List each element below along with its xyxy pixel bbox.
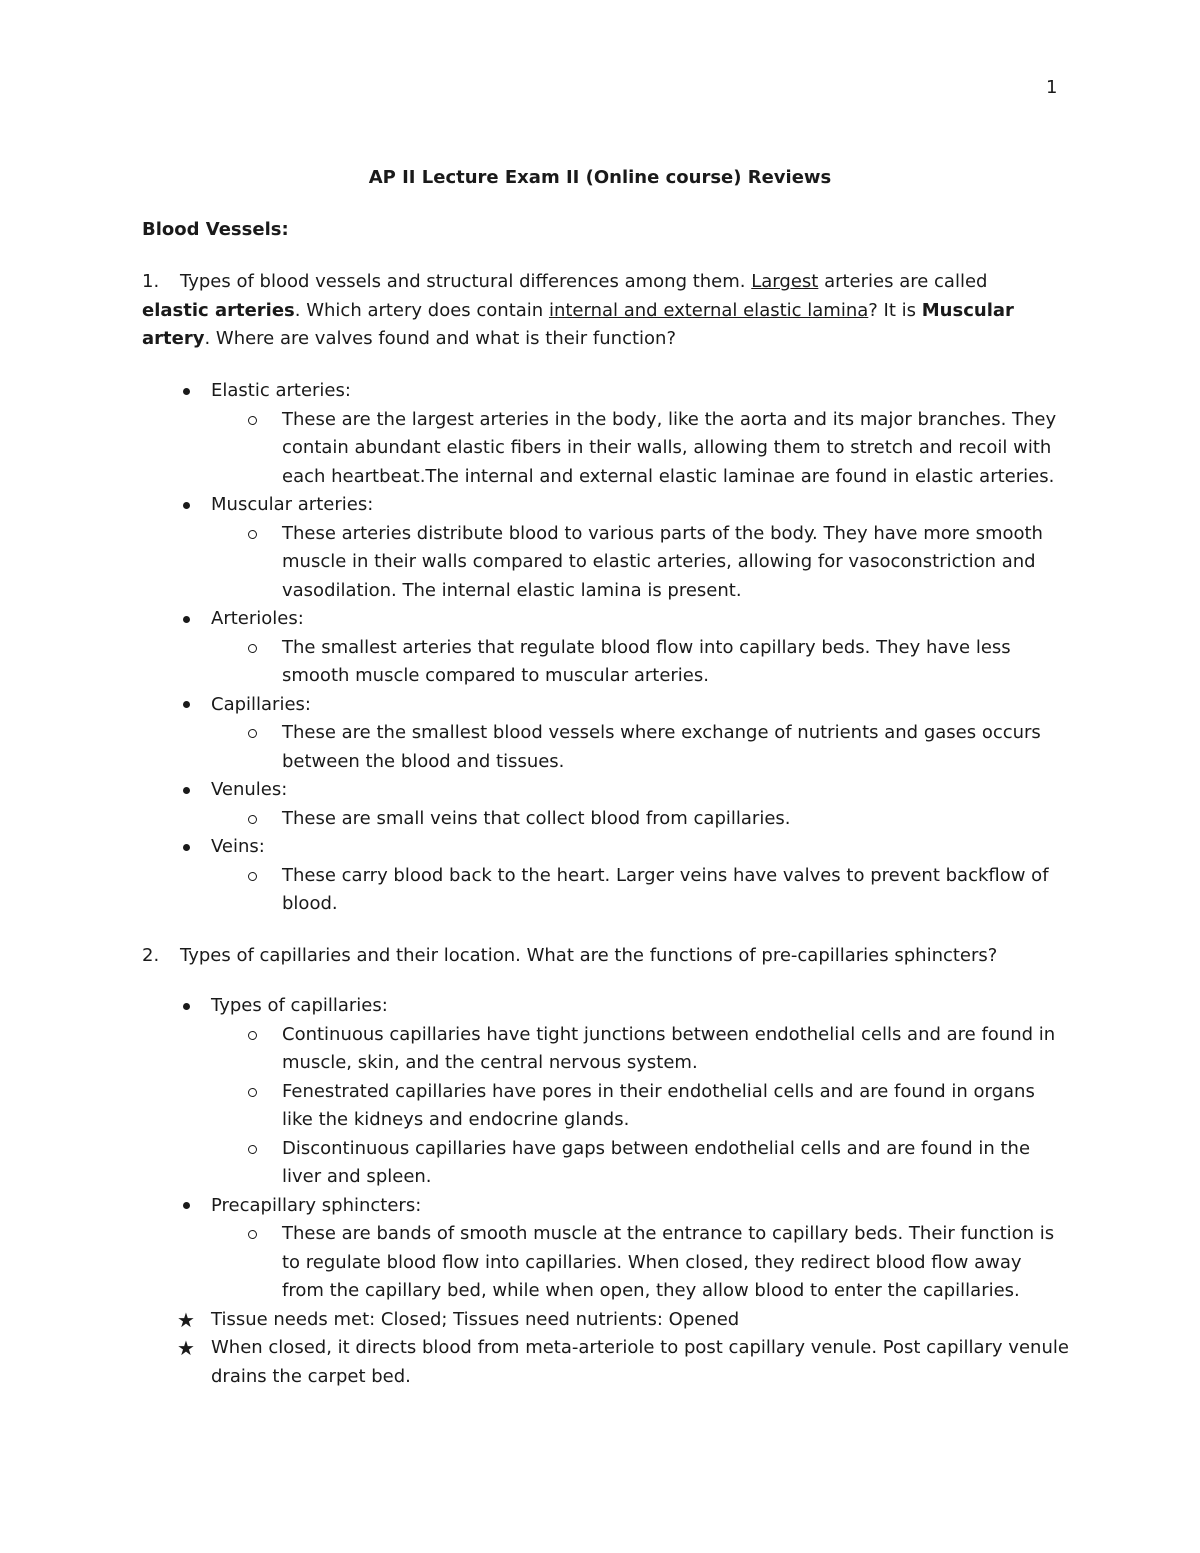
sub-list-item	[0, 1135, 1062, 1192]
sub-list-text: These are the largest arteries in the body, like the aorta and its major branches. They contain abundant elastic fibers in their walls, allowing them to stretch and recoil with each heartbeat.The internal and external elastic laminae are found in elastic arteries.	[282, 408, 1057, 487]
hollow-circle-bullet-icon	[248, 416, 257, 425]
hollow-circle-bullet-icon	[248, 872, 257, 881]
underlined-text: Largest	[751, 271, 819, 292]
sub-list-item	[0, 1220, 1062, 1306]
filled-dot-bullet-icon	[176, 1192, 196, 1221]
bold-text: elastic arteries	[142, 299, 295, 321]
sub-list-item	[0, 634, 1062, 691]
hollow-circle-bullet-icon	[248, 1031, 257, 1040]
star-icon: ★	[177, 1307, 195, 1332]
question-number: 2.	[142, 945, 160, 966]
question-text: . Which artery does contain	[294, 299, 544, 321]
list-item-label: Capillaries:	[211, 693, 311, 715]
sub-list-text: The smallest arteries that regulate blood flow into capillary beds. They have less smooth muscle compared to muscular arteries.	[282, 636, 1011, 686]
page-number: 1	[1046, 77, 1058, 98]
question-text: arteries are called	[824, 271, 988, 292]
filled-dot-bullet-icon	[176, 776, 196, 805]
question-2	[142, 942, 1042, 971]
section-heading: Blood Vessels:	[142, 219, 289, 240]
underlined-text: internal and external elastic lamina	[548, 299, 869, 321]
list-item-label: Arterioles:	[211, 608, 304, 629]
sub-list-text: Discontinuous capillaries have gaps between endothelial cells and are found in the liver and spleen.	[282, 1137, 1031, 1187]
sub-list-text: These are bands of smooth muscle at the entrance to capillary beds. Their function is to regulate blood flow into capillaries. When closed, they redirect blood flow away from the capillary bed, while when open, they allow blood to enter the capillaries.	[282, 1223, 1055, 1301]
question-text: Types of blood vessels and structural differences among them.	[180, 271, 746, 292]
question-text: . Where are valves found and what is their function?	[204, 328, 677, 349]
filled-dot-bullet-icon	[176, 833, 196, 862]
sub-list-text: These are small veins that collect blood from capillaries.	[282, 807, 791, 829]
list-item-label: Precapillary sphincters:	[211, 1194, 422, 1216]
list-item-label: Types of capillaries:	[211, 995, 388, 1016]
list-item	[0, 992, 1071, 1192]
sub-list-item	[0, 1021, 1062, 1078]
list-item-label: Veins:	[211, 836, 265, 857]
sub-list-item	[0, 862, 1062, 919]
capillary-list	[0, 992, 1200, 1391]
hollow-circle-bullet-icon	[248, 1145, 257, 1154]
hollow-circle-bullet-icon	[248, 644, 257, 653]
question-text: ? It is	[868, 299, 917, 321]
list-item	[0, 833, 1071, 919]
vessel-type-list	[0, 377, 1200, 919]
filled-dot-bullet-icon	[176, 377, 196, 406]
star-item-text: When closed, it directs blood from meta-arteriole to post capillary venule. Post capillary venule drains the carpet bed.	[211, 1337, 1069, 1387]
sub-list-item	[0, 719, 1062, 776]
hollow-circle-bullet-icon	[248, 530, 257, 539]
list-item	[0, 691, 1071, 777]
filled-dot-bullet-icon	[176, 691, 196, 720]
list-item-label: Venules:	[211, 779, 288, 800]
list-item	[0, 1192, 1071, 1306]
bold-text: Muscular artery	[142, 299, 1014, 349]
sub-list-text: These are the smallest blood vessels where exchange of nutrients and gases occurs between the blood and tissues.	[282, 722, 1041, 772]
star-item	[0, 1306, 1071, 1335]
hollow-circle-bullet-icon	[248, 815, 257, 824]
list-item	[0, 776, 1071, 833]
list-item-label: Muscular arteries:	[211, 494, 374, 515]
star-icon: ★	[177, 1336, 195, 1360]
star-item	[0, 1334, 1071, 1391]
question-1	[142, 268, 1042, 354]
hollow-circle-bullet-icon	[248, 729, 257, 738]
list-item-label: Elastic arteries:	[211, 380, 351, 401]
list-item	[0, 605, 1071, 691]
filled-dot-bullet-icon	[176, 992, 196, 1021]
sub-list-item	[0, 1078, 1062, 1135]
hollow-circle-bullet-icon	[248, 1230, 257, 1239]
sub-list-text: These carry blood back to the heart. Larger veins have valves to prevent backflow of blood.	[282, 864, 1049, 914]
sub-list-text: These arteries distribute blood to various parts of the body. They have more smooth muscle in their walls compared to elastic arteries, allowing for vasoconstriction and vasodilation. The internal elastic lamina is present.	[282, 522, 1043, 601]
list-item	[0, 491, 1071, 605]
list-item	[0, 377, 1071, 491]
document-title: AP II Lecture Exam II (Online course) Reviews	[368, 167, 832, 188]
sub-list-text: Continuous capillaries have tight junctions between endothelial cells and are found in muscle, skin, and the central nervous system.	[282, 1023, 1056, 1073]
filled-dot-bullet-icon	[176, 491, 196, 520]
star-item-text: Tissue needs met: Closed; Tissues need nutrients: Opened	[211, 1308, 740, 1330]
sub-list-item	[0, 406, 1062, 492]
filled-dot-bullet-icon	[176, 605, 196, 634]
hollow-circle-bullet-icon	[248, 1088, 257, 1097]
sub-list-item	[0, 805, 1062, 834]
question-number: 1.	[142, 271, 160, 292]
sub-list-text: Fenestrated capillaries have pores in their endothelial cells and are found in organs like the kidneys and endocrine glands.	[282, 1080, 1035, 1130]
question-text: Types of capillaries and their location. What are the functions of pre-capillaries sphincters?	[180, 945, 998, 966]
sub-list-item	[0, 520, 1062, 606]
